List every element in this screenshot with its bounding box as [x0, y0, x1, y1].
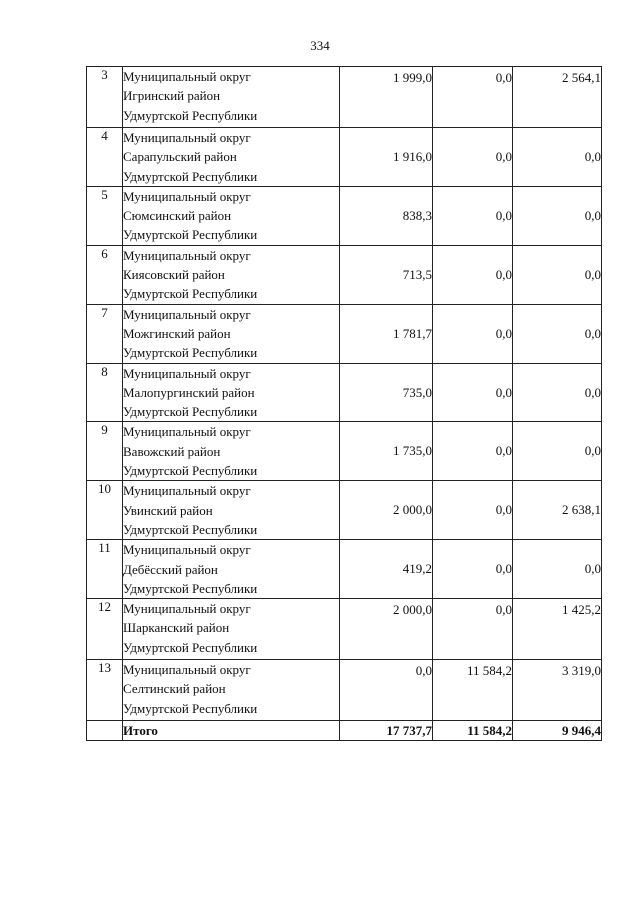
total-row [87, 721, 602, 741]
municipality-name: Муниципальный округ Сюмсинский район Удмуртской Республики [123, 186, 340, 245]
value-col-1: 2 000,0 [340, 481, 433, 540]
allocation-table [86, 66, 602, 741]
value-col-3: 0,0 [513, 128, 602, 187]
value-col-1: 735,0 [340, 363, 433, 422]
table-row [87, 481, 602, 540]
row-number: 8 [87, 363, 123, 422]
table-row [87, 245, 602, 304]
value-col-3: 0,0 [513, 540, 602, 599]
row-number: 9 [87, 422, 123, 481]
value-col-1: 0,0 [340, 660, 433, 721]
table-row [87, 128, 602, 187]
value-col-3: 0,0 [513, 186, 602, 245]
row-number: 13 [87, 660, 123, 721]
value-col-1: 1 916,0 [340, 128, 433, 187]
table-row [87, 67, 602, 128]
value-col-3: 0,0 [513, 422, 602, 481]
value-col-1: 1 999,0 [340, 67, 433, 128]
value-col-1: 1 781,7 [340, 304, 433, 363]
value-col-2: 11 584,2 [433, 660, 513, 721]
row-number: 6 [87, 245, 123, 304]
table-row [87, 186, 602, 245]
value-col-1: 838,3 [340, 186, 433, 245]
total-label: Итого [123, 721, 340, 741]
page-number: 334 [310, 38, 330, 53]
value-col-2: 0,0 [433, 304, 513, 363]
table-row [87, 363, 602, 422]
municipality-name: Муниципальный округ Увинский район Удмуртской Республики [123, 481, 340, 540]
value-col-1: 713,5 [340, 245, 433, 304]
row-number: 3 [87, 67, 123, 128]
total-col-1: 17 737,7 [340, 721, 433, 741]
value-col-3: 2 638,1 [513, 481, 602, 540]
municipality-name: Муниципальный округ Вавожский район Удмуртской Республики [123, 422, 340, 481]
value-col-1: 2 000,0 [340, 599, 433, 660]
municipality-name: Муниципальный округ Малопургинский район Удмуртской Республики [123, 363, 340, 422]
row-number: 7 [87, 304, 123, 363]
row-number: 11 [87, 540, 123, 599]
municipality-name: Муниципальный округ Киясовский район Удмуртской Республики [123, 245, 340, 304]
municipality-name: Муниципальный округ Можгинский район Удмуртской Республики [123, 304, 340, 363]
table-row [87, 540, 602, 599]
row-number: 12 [87, 599, 123, 660]
value-col-3: 3 319,0 [513, 660, 602, 721]
value-col-1: 419,2 [340, 540, 433, 599]
row-number: 5 [87, 186, 123, 245]
municipality-name: Муниципальный округ Шарканский район Удмуртской Республики [123, 599, 340, 660]
municipality-name: Муниципальный округ Сарапульский район Удмуртской Республики [123, 128, 340, 187]
value-col-2: 0,0 [433, 599, 513, 660]
row-number-empty [87, 721, 123, 741]
value-col-3: 1 425,2 [513, 599, 602, 660]
value-col-2: 0,0 [433, 540, 513, 599]
table-row [87, 422, 602, 481]
value-col-2: 0,0 [433, 186, 513, 245]
municipality-name: Муниципальный округ Игринский район Удмуртской Республики [123, 67, 340, 128]
table-row [87, 660, 602, 721]
table-row [87, 304, 602, 363]
row-number: 10 [87, 481, 123, 540]
value-col-2: 0,0 [433, 363, 513, 422]
value-col-2: 0,0 [433, 422, 513, 481]
total-col-2: 11 584,2 [433, 721, 513, 741]
value-col-3: 0,0 [513, 304, 602, 363]
municipality-name: Муниципальный округ Дебёсский район Удмуртской Республики [123, 540, 340, 599]
total-col-3: 9 946,4 [513, 721, 602, 741]
value-col-2: 0,0 [433, 481, 513, 540]
row-number: 4 [87, 128, 123, 187]
value-col-2: 0,0 [433, 245, 513, 304]
value-col-1: 1 735,0 [340, 422, 433, 481]
value-col-2: 0,0 [433, 128, 513, 187]
municipality-name: Муниципальный округ Селтинский район Удмуртской Республики [123, 660, 340, 721]
value-col-3: 0,0 [513, 245, 602, 304]
value-col-2: 0,0 [433, 67, 513, 128]
table-row [87, 599, 602, 660]
value-col-3: 0,0 [513, 363, 602, 422]
value-col-3: 2 564,1 [513, 67, 602, 128]
